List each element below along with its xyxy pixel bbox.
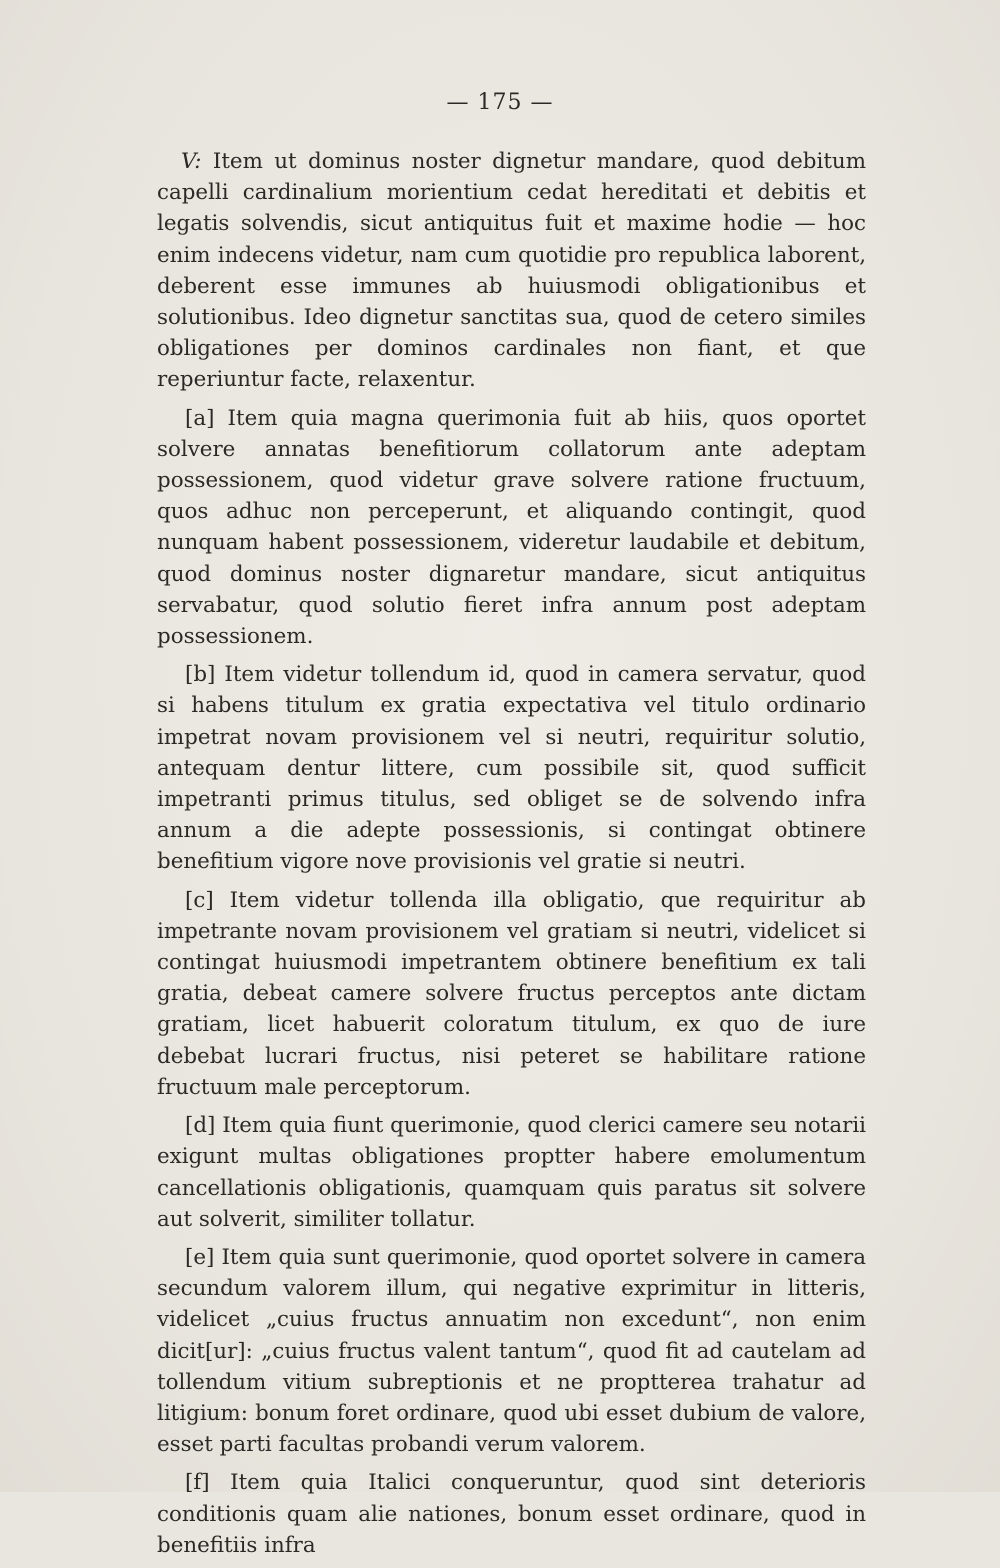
paragraph-text: Item quia magna querimonia fuit ab hiis, quos oportet solvere annatas benefitiorum collatorum ante adeptam possessionem, quod videtur grave solvere ratione fructuum, quos adhuc non perceperunt, et aliquando contingit, quod nunquam habent possessionem, videretur laudabile et debitum, quod dominus noster dignaretur mandare, sicut antiquitus servabatur, quod solutio fieret infra annum post adeptam possessionem.	[157, 405, 866, 650]
paragraph-e	[157, 1242, 866, 1460]
paragraph-marker: [c]	[185, 887, 230, 913]
paragraph-marker: [b]	[185, 662, 225, 688]
paragraph-c	[157, 885, 866, 1103]
paragraph-marker: V:	[181, 149, 213, 174]
paragraph-marker: [f]	[185, 1470, 231, 1496]
paragraph-text: Item quia fiunt querimonie, quod clerici camere seu notarii exigunt multas obligationes proptter habere emolumentum cancellationis obligationis, quamquam quis paratus sit solvere aut solverit, similiter tollatur.	[157, 1113, 867, 1232]
paragraph-marker: [d]	[185, 1113, 223, 1139]
paragraph-text: Item quia sunt querimonie, quod oportet solvere in camera secundum valorem illum, qui negative exprimitur in litteris, videlicet „cuius fructus annuatim non excedunt“, non enim dicit[ur]: „cuius fructus valent tantum“, quod fit ad cautelam ad tollendum vitium subreptionis et ne proptterea trahatur ad litigium: bonum foret ordinare, quod ubi esset dubium de valore, esset parti facultas probandi verum valorem.	[157, 1244, 866, 1458]
paragraph-text: Item videtur tollenda illa obligatio, que requiritur ab impetrante novam provisionem vel gratiam si neutri, videlicet si contingat huiusmodi impetrantem obtinere benefitium ex tali gratia, debeat camere solvere fructus perceptos ante dictam gratiam, licet habuerit coloratum titulum, ex quo de iure debebat lucrari fructus, nisi peteret se habilitare ratione fructuum male perceptorum.	[157, 887, 866, 1100]
paragraph-f	[157, 1467, 866, 1561]
page-number: — 175 —	[446, 90, 554, 115]
paragraph-marker: [a]	[185, 405, 228, 431]
paragraph-text: Item quia Italici conqueruntur, quod sint deterioris conditionis quam alie nationes, bonum esset ordinare, quod in benefitiis infra	[157, 1470, 866, 1558]
body-text	[157, 146, 866, 1568]
paragraph-a	[157, 403, 866, 653]
paragraph-text: Item ut dominus noster dignetur mandare, quod debitum capelli cardinalium morientium cedat hereditati et debitis et legatis solvendis, sicut antiquitus fuit et maxime hodie — hoc enim indecens videtur, nam cum quotidie pro republica laborent, deberent esse immunes ab huiusmodi obligationibus et solutionibus. Ideo dignetur sanctitas sua, quod de cetero similes obligationes per dominos cardinales non fiant, et que reperiuntur facte, relaxentur.	[157, 149, 866, 393]
paragraph-d	[157, 1110, 866, 1235]
paragraph-marker: [e]	[185, 1244, 222, 1270]
paragraph-text: Item videtur tollendum id, quod in camera servatur, quod si habens titulum ex gratia expectativa vel titulo ordinario impetrat novam provisionem vel si neutri, requiritur solutio, antequam dentur littere, cum possibile sit, quod sufficit impetranti primus titulus, sed obliget se de solvendo infra annum a die adepte possessionis, si contingat obtinere benefitium vigore nove provisionis vel gratie si neutri.	[157, 662, 866, 875]
paragraph-b	[157, 659, 866, 877]
paragraph-v	[157, 146, 866, 396]
